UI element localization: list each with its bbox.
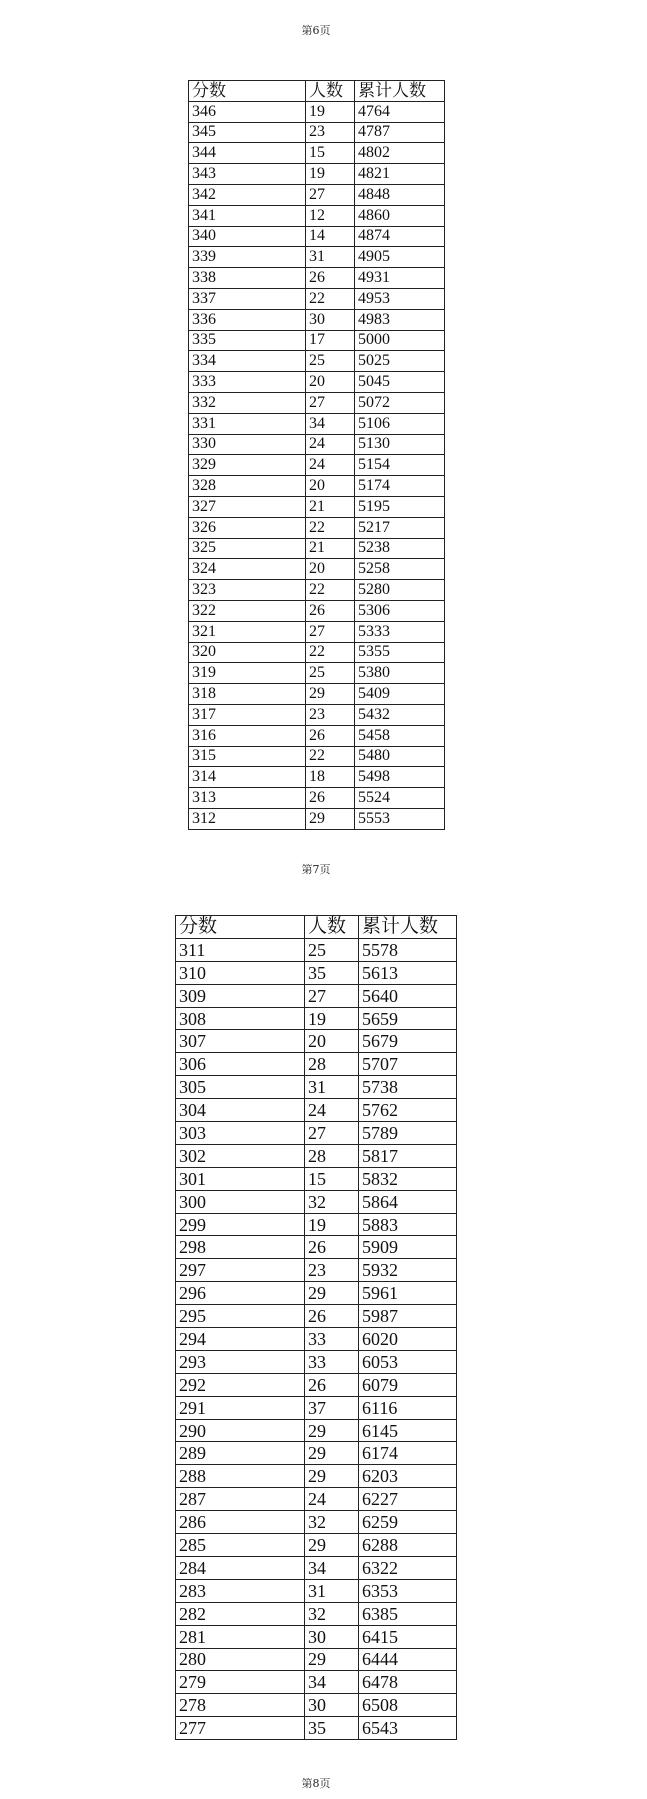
cell-cumulative: 5659	[359, 1007, 457, 1030]
table-row	[189, 538, 445, 559]
cell-score: 309	[176, 984, 305, 1007]
cell-cumulative: 5355	[355, 642, 445, 663]
cell-cumulative: 5195	[355, 496, 445, 517]
cell-count: 37	[305, 1396, 359, 1419]
table-row	[189, 392, 445, 413]
cell-score: 298	[176, 1236, 305, 1259]
cell-score: 308	[176, 1007, 305, 1030]
cell-score: 336	[189, 309, 306, 330]
cell-score: 300	[176, 1190, 305, 1213]
cell-count: 31	[305, 1076, 359, 1099]
table-row	[189, 496, 445, 517]
cell-cumulative: 5045	[355, 372, 445, 393]
table-row	[176, 1282, 457, 1305]
table-row	[189, 455, 445, 476]
cell-count: 30	[305, 1694, 359, 1717]
cell-count: 25	[306, 351, 355, 372]
cell-cumulative: 4821	[355, 164, 445, 185]
cell-cumulative: 5932	[359, 1259, 457, 1282]
table-row	[176, 1396, 457, 1419]
cell-count: 28	[305, 1144, 359, 1167]
cell-cumulative: 6259	[359, 1511, 457, 1534]
cell-cumulative: 5640	[359, 984, 457, 1007]
cell-score: 317	[189, 704, 306, 725]
table-row	[176, 1511, 457, 1534]
table-header-row	[176, 916, 457, 939]
cell-count: 24	[306, 455, 355, 476]
cell-score: 330	[189, 434, 306, 455]
cell-cumulative: 6174	[359, 1442, 457, 1465]
cell-cumulative: 6322	[359, 1556, 457, 1579]
cell-count: 14	[306, 226, 355, 247]
cell-count: 22	[306, 517, 355, 538]
cell-count: 27	[305, 1122, 359, 1145]
table-row	[176, 1602, 457, 1625]
cell-score: 282	[176, 1602, 305, 1625]
page-label-7: 第7页	[301, 863, 331, 876]
cell-cumulative: 6288	[359, 1534, 457, 1557]
table-row	[176, 1373, 457, 1396]
cell-cumulative: 6227	[359, 1488, 457, 1511]
cell-score: 293	[176, 1350, 305, 1373]
table-row	[189, 330, 445, 351]
table-row	[189, 288, 445, 309]
table-row	[176, 1579, 457, 1602]
cell-score: 320	[189, 642, 306, 663]
cell-cumulative: 6353	[359, 1579, 457, 1602]
table-row	[189, 226, 445, 247]
cell-count: 29	[305, 1282, 359, 1305]
cell-cumulative: 5524	[355, 788, 445, 809]
table-row	[176, 1076, 457, 1099]
cell-score: 306	[176, 1053, 305, 1076]
cell-cumulative: 5130	[355, 434, 445, 455]
cell-cumulative: 6145	[359, 1419, 457, 1442]
cell-count: 12	[306, 205, 355, 226]
cell-cumulative: 5762	[359, 1099, 457, 1122]
table-row	[176, 1488, 457, 1511]
cell-count: 29	[305, 1419, 359, 1442]
table-row	[189, 559, 445, 580]
cell-cumulative: 5864	[359, 1190, 457, 1213]
table-row	[176, 1236, 457, 1259]
cell-count: 26	[306, 600, 355, 621]
cell-count: 30	[306, 309, 355, 330]
cell-cumulative: 4953	[355, 288, 445, 309]
cell-score: 291	[176, 1396, 305, 1419]
cell-cumulative: 5961	[359, 1282, 457, 1305]
cell-count: 20	[305, 1030, 359, 1053]
cell-count: 19	[305, 1213, 359, 1236]
cell-count: 15	[305, 1167, 359, 1190]
table-row	[176, 1465, 457, 1488]
cell-score: 281	[176, 1625, 305, 1648]
cell-score: 338	[189, 268, 306, 289]
table-row	[189, 247, 445, 268]
cell-score: 279	[176, 1671, 305, 1694]
cell-score: 332	[189, 392, 306, 413]
cell-score: 321	[189, 621, 306, 642]
table-row	[176, 1167, 457, 1190]
cell-score: 341	[189, 205, 306, 226]
table-row	[176, 1099, 457, 1122]
cell-cumulative: 5738	[359, 1076, 457, 1099]
table-row	[176, 1328, 457, 1351]
cell-count: 27	[306, 184, 355, 205]
cell-count: 34	[305, 1671, 359, 1694]
cell-score: 289	[176, 1442, 305, 1465]
cell-score: 302	[176, 1144, 305, 1167]
cell-score: 343	[189, 164, 306, 185]
cell-cumulative: 6079	[359, 1373, 457, 1396]
score-table-page-7	[175, 915, 457, 1740]
table-row	[176, 1190, 457, 1213]
cell-count: 20	[306, 476, 355, 497]
cell-score: 312	[189, 808, 306, 829]
cell-count: 31	[305, 1579, 359, 1602]
table-row	[176, 961, 457, 984]
cell-count: 22	[306, 746, 355, 767]
cell-count: 29	[305, 1648, 359, 1671]
cell-cumulative: 6508	[359, 1694, 457, 1717]
cell-score: 333	[189, 372, 306, 393]
table-row	[189, 434, 445, 455]
cell-count: 21	[306, 496, 355, 517]
table-row	[176, 1556, 457, 1579]
cell-count: 29	[305, 1442, 359, 1465]
table-row	[189, 413, 445, 434]
cell-score: 345	[189, 122, 306, 143]
cell-count: 26	[306, 788, 355, 809]
cell-score: 328	[189, 476, 306, 497]
cell-count: 19	[305, 1007, 359, 1030]
table-row	[176, 984, 457, 1007]
cell-cumulative: 5154	[355, 455, 445, 476]
cell-cumulative: 5480	[355, 746, 445, 767]
table-row	[176, 1350, 457, 1373]
cell-score: 319	[189, 663, 306, 684]
score-table-page-6	[188, 80, 445, 830]
cell-score: 287	[176, 1488, 305, 1511]
cell-cumulative: 5238	[355, 538, 445, 559]
cell-cumulative: 4848	[355, 184, 445, 205]
cell-score: 278	[176, 1694, 305, 1717]
cell-score: 327	[189, 496, 306, 517]
page-label-6: 第6页	[301, 24, 331, 37]
cell-cumulative: 4860	[355, 205, 445, 226]
cell-count: 26	[305, 1236, 359, 1259]
cell-cumulative: 5280	[355, 580, 445, 601]
table-row	[189, 143, 445, 164]
cell-score: 322	[189, 600, 306, 621]
table-row	[189, 621, 445, 642]
cell-cumulative: 4787	[355, 122, 445, 143]
cell-count: 25	[305, 938, 359, 961]
table-row	[176, 1213, 457, 1236]
cell-count: 31	[306, 247, 355, 268]
cell-cumulative: 6020	[359, 1328, 457, 1351]
cell-score: 296	[176, 1282, 305, 1305]
cell-count: 20	[306, 559, 355, 580]
cell-count: 29	[305, 1465, 359, 1488]
table-row	[189, 164, 445, 185]
cell-cumulative: 5409	[355, 684, 445, 705]
cell-cumulative: 5679	[359, 1030, 457, 1053]
cell-cumulative: 5306	[355, 600, 445, 621]
cell-score: 285	[176, 1534, 305, 1557]
cell-cumulative: 6203	[359, 1465, 457, 1488]
table-row	[176, 1717, 457, 1740]
cell-cumulative: 5000	[355, 330, 445, 351]
cell-count: 35	[305, 1717, 359, 1740]
cell-cumulative: 4983	[355, 309, 445, 330]
cell-score: 283	[176, 1579, 305, 1602]
cell-score: 290	[176, 1419, 305, 1442]
cell-score: 325	[189, 538, 306, 559]
table-row	[176, 1305, 457, 1328]
cell-count: 34	[306, 413, 355, 434]
column-header-count: 人数	[305, 916, 359, 939]
cell-cumulative: 5707	[359, 1053, 457, 1076]
cell-cumulative: 6478	[359, 1671, 457, 1694]
cell-cumulative: 5258	[355, 559, 445, 580]
table-row	[176, 938, 457, 961]
cell-count: 23	[306, 704, 355, 725]
cell-score: 331	[189, 413, 306, 434]
cell-count: 18	[306, 767, 355, 788]
table-row	[189, 517, 445, 538]
table-row	[189, 684, 445, 705]
table-row	[176, 1694, 457, 1717]
cell-count: 17	[306, 330, 355, 351]
cell-cumulative: 6543	[359, 1717, 457, 1740]
cell-cumulative: 5174	[355, 476, 445, 497]
table-row	[189, 642, 445, 663]
cell-count: 29	[306, 808, 355, 829]
cell-count: 32	[305, 1602, 359, 1625]
cell-count: 27	[306, 392, 355, 413]
cell-score: 334	[189, 351, 306, 372]
cell-cumulative: 5578	[359, 938, 457, 961]
cell-count: 27	[305, 984, 359, 1007]
cell-score: 318	[189, 684, 306, 705]
cell-score: 324	[189, 559, 306, 580]
cell-cumulative: 6116	[359, 1396, 457, 1419]
cell-cumulative: 5909	[359, 1236, 457, 1259]
cell-score: 342	[189, 184, 306, 205]
cell-cumulative: 5072	[355, 392, 445, 413]
cell-score: 310	[176, 961, 305, 984]
cell-cumulative: 5217	[355, 517, 445, 538]
cell-count: 22	[306, 642, 355, 663]
table-row	[176, 1442, 457, 1465]
cell-count: 23	[306, 122, 355, 143]
table-row	[189, 663, 445, 684]
cell-count: 19	[306, 101, 355, 122]
table-row	[189, 101, 445, 122]
table-row	[189, 351, 445, 372]
cell-score: 323	[189, 580, 306, 601]
cell-score: 340	[189, 226, 306, 247]
column-header-score: 分数	[176, 916, 305, 939]
cell-cumulative: 5883	[359, 1213, 457, 1236]
cell-score: 284	[176, 1556, 305, 1579]
cell-count: 32	[305, 1511, 359, 1534]
cell-cumulative: 6415	[359, 1625, 457, 1648]
cell-cumulative: 5832	[359, 1167, 457, 1190]
cell-cumulative: 4802	[355, 143, 445, 164]
cell-count: 25	[306, 663, 355, 684]
cell-count: 35	[305, 961, 359, 984]
cell-score: 307	[176, 1030, 305, 1053]
table-row	[176, 1053, 457, 1076]
table-row	[176, 1030, 457, 1053]
cell-count: 23	[305, 1259, 359, 1282]
table-row	[176, 1534, 457, 1557]
cell-count: 34	[305, 1556, 359, 1579]
table-row	[176, 1144, 457, 1167]
cell-count: 15	[306, 143, 355, 164]
cell-score: 303	[176, 1122, 305, 1145]
cell-count: 24	[305, 1488, 359, 1511]
cell-score: 280	[176, 1648, 305, 1671]
cell-score: 305	[176, 1076, 305, 1099]
cell-count: 27	[306, 621, 355, 642]
cell-count: 32	[305, 1190, 359, 1213]
table-row	[176, 1625, 457, 1648]
table-row	[176, 1648, 457, 1671]
cell-cumulative: 6053	[359, 1350, 457, 1373]
cell-count: 26	[306, 268, 355, 289]
column-header-cumulative: 累计人数	[355, 81, 445, 102]
column-header-cumulative: 累计人数	[359, 916, 457, 939]
cell-count: 33	[305, 1328, 359, 1351]
table-row	[189, 476, 445, 497]
cell-score: 304	[176, 1099, 305, 1122]
cell-cumulative: 5987	[359, 1305, 457, 1328]
cell-cumulative: 4931	[355, 268, 445, 289]
table-row	[176, 1419, 457, 1442]
cell-count: 19	[306, 164, 355, 185]
cell-cumulative: 5553	[355, 808, 445, 829]
cell-cumulative: 4764	[355, 101, 445, 122]
cell-cumulative: 5498	[355, 767, 445, 788]
column-header-score: 分数	[189, 81, 306, 102]
cell-count: 26	[306, 725, 355, 746]
table-row	[189, 746, 445, 767]
cell-cumulative: 5432	[355, 704, 445, 725]
table-row	[189, 268, 445, 289]
cell-score: 315	[189, 746, 306, 767]
cell-score: 313	[189, 788, 306, 809]
cell-count: 24	[306, 434, 355, 455]
cell-score: 337	[189, 288, 306, 309]
table-row	[189, 704, 445, 725]
cell-cumulative: 5380	[355, 663, 445, 684]
cell-score: 292	[176, 1373, 305, 1396]
cell-cumulative: 5789	[359, 1122, 457, 1145]
cell-cumulative: 5333	[355, 621, 445, 642]
cell-score: 314	[189, 767, 306, 788]
table-row	[189, 205, 445, 226]
cell-count: 26	[305, 1373, 359, 1396]
cell-score: 286	[176, 1511, 305, 1534]
cell-cumulative: 5458	[355, 725, 445, 746]
cell-cumulative: 5817	[359, 1144, 457, 1167]
table-row	[189, 184, 445, 205]
table-row	[176, 1671, 457, 1694]
table-row	[189, 309, 445, 330]
table-header-row	[189, 81, 445, 102]
cell-cumulative: 6385	[359, 1602, 457, 1625]
table-row	[176, 1122, 457, 1145]
cell-score: 288	[176, 1465, 305, 1488]
table-row	[176, 1007, 457, 1030]
cell-count: 22	[306, 288, 355, 309]
table-row	[189, 808, 445, 829]
cell-count: 24	[305, 1099, 359, 1122]
cell-score: 297	[176, 1259, 305, 1282]
cell-score: 339	[189, 247, 306, 268]
table-row	[189, 372, 445, 393]
cell-score: 311	[176, 938, 305, 961]
table-row	[189, 725, 445, 746]
cell-cumulative: 5025	[355, 351, 445, 372]
cell-cumulative: 5106	[355, 413, 445, 434]
table-row	[189, 767, 445, 788]
cell-cumulative: 6444	[359, 1648, 457, 1671]
table-row	[189, 122, 445, 143]
cell-cumulative: 4905	[355, 247, 445, 268]
table-row	[189, 580, 445, 601]
page-label-8: 第8页	[301, 1777, 331, 1790]
cell-cumulative: 5613	[359, 961, 457, 984]
cell-count: 28	[305, 1053, 359, 1076]
cell-score: 346	[189, 101, 306, 122]
column-header-count: 人数	[306, 81, 355, 102]
cell-count: 20	[306, 372, 355, 393]
cell-count: 33	[305, 1350, 359, 1373]
cell-score: 277	[176, 1717, 305, 1740]
cell-score: 329	[189, 455, 306, 476]
cell-count: 26	[305, 1305, 359, 1328]
cell-score: 316	[189, 725, 306, 746]
cell-score: 344	[189, 143, 306, 164]
table-row	[189, 788, 445, 809]
cell-score: 295	[176, 1305, 305, 1328]
cell-count: 21	[306, 538, 355, 559]
table-row	[189, 600, 445, 621]
cell-score: 301	[176, 1167, 305, 1190]
cell-count: 29	[306, 684, 355, 705]
table-row	[176, 1259, 457, 1282]
cell-score: 326	[189, 517, 306, 538]
cell-score: 335	[189, 330, 306, 351]
cell-score: 299	[176, 1213, 305, 1236]
cell-score: 294	[176, 1328, 305, 1351]
cell-count: 30	[305, 1625, 359, 1648]
cell-count: 29	[305, 1534, 359, 1557]
cell-cumulative: 4874	[355, 226, 445, 247]
cell-count: 22	[306, 580, 355, 601]
